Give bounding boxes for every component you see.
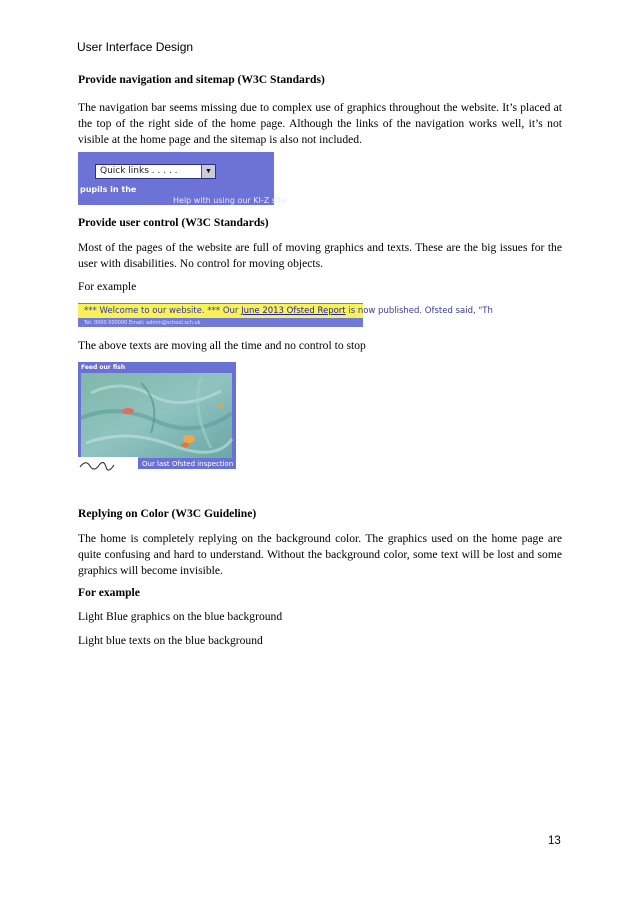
signature-scribble-icon	[78, 458, 138, 470]
section-heading-navigation: Provide navigation and sitemap (W3C Standards)	[78, 73, 325, 86]
section-body-navigation: The navigation bar seems missing due to complex use of graphics throughout the website. It’s placed at the top of the right side of the home page. Although the links of the navigation works well, it’s not visible at the home page and the sitemap is also not included.	[78, 101, 562, 146]
section-body-user-control: Most of the pages of the website are full of moving graphics and texts. These are the big issues for the user with disabilities. No control for moving objects.	[78, 241, 562, 270]
quick-links-screenshot	[78, 152, 287, 205]
signature-area	[78, 457, 138, 469]
section-body-moving-texts: The above texts are moving all the time and no control to stop	[78, 339, 366, 352]
fish-tank-graphic	[81, 373, 232, 458]
fish-caption: Our last Ofsted inspection t	[142, 460, 239, 468]
example-label-2: For example	[78, 586, 140, 599]
marquee-screenshot	[78, 303, 493, 327]
quick-links-dropdown	[95, 164, 216, 179]
page-number: 13	[548, 835, 561, 847]
marquee-text-before: *** Welcome to our website. *** Our	[84, 306, 242, 316]
fish-tank-screenshot	[78, 362, 239, 469]
marquee-subtext: Tel: 0000 000000 Email: admin@school.sch.uk	[84, 320, 201, 326]
orange-fish-icon	[183, 435, 195, 443]
section-heading-user-control: Provide user control (W3C Standards)	[78, 216, 269, 229]
ofsted-report-link: June 2013 Ofsted Report	[241, 306, 346, 316]
marquee-bar	[78, 304, 493, 318]
marquee-text	[84, 305, 493, 317]
section-heading-color: Replying on Color (W3C Guideline)	[78, 507, 257, 520]
page-header: User Interface Design	[77, 40, 194, 54]
example-item-texts: Light blue texts on the blue background	[78, 634, 263, 647]
section-body-color: The home is completely replying on the background color. The graphics used on the home page are quite confusing and hard to understand. Without the background color, some text will be lost and some graphics will become invisible.	[78, 532, 562, 577]
help-text: Help with using our KI-Z site	[173, 196, 287, 205]
quick-links-value: Quick links . . . . .	[100, 166, 178, 176]
fish-title: Feed our fish	[81, 364, 126, 371]
red-fish-icon	[122, 408, 134, 414]
marquee-text-after: is now published. Ofsted said, "Th	[345, 306, 493, 316]
example-item-graphics: Light Blue graphics on the blue background	[78, 610, 283, 623]
example-label-1: For example	[78, 280, 137, 293]
chevron-down-icon: ▼	[201, 165, 215, 178]
pupils-text: pupils in the	[80, 185, 137, 194]
